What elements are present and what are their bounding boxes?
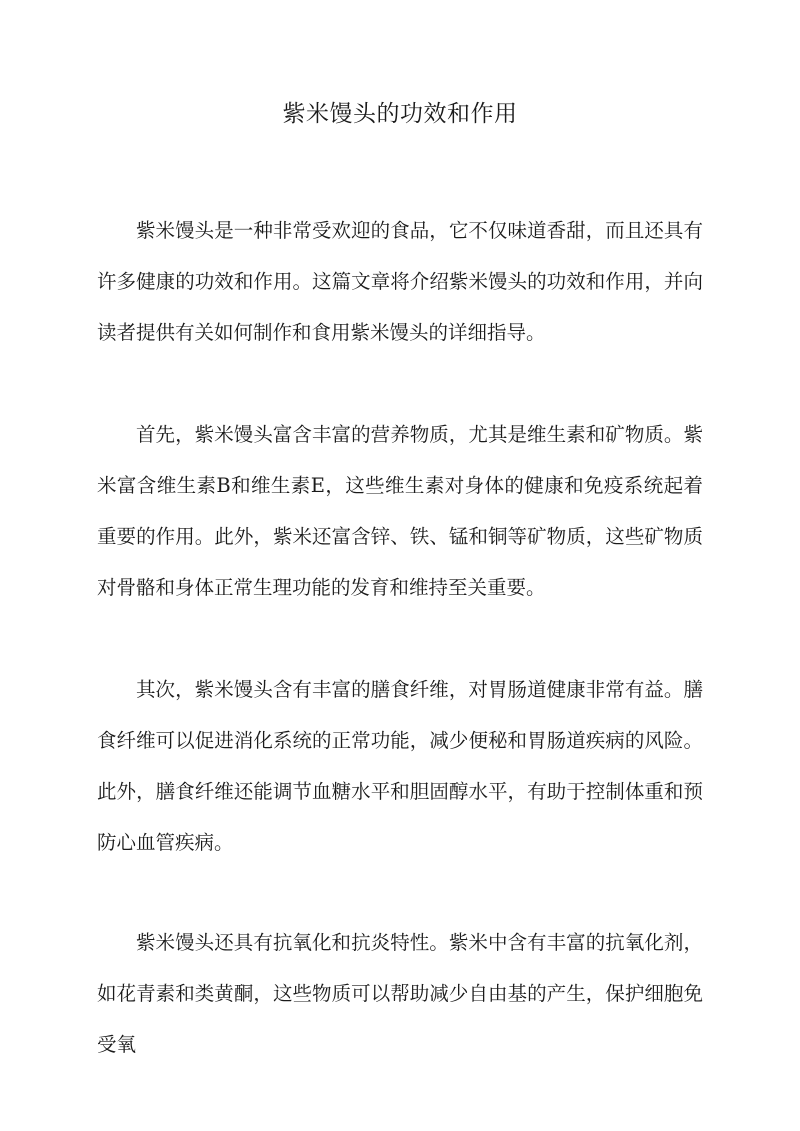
document-title: 紫米馒头的功效和作用	[282, 101, 518, 127]
paragraph-fiber: 其次，紫米馒头含有丰富的膳食纤维，对胃肠道健康非常有益。膳食纤维可以促进消化系统的正常功能，减少便秘和胃肠道疾病的风险。此外，膳食纤维还能调节血糖水平和胆固醇水平，有助于控制体重和预防心血管疾病。	[97, 678, 703, 854]
paragraph-nutrients: 首先，紫米馒头富含丰富的营养物质，尤其是维生素和矿物质。紫米富含维生素B和维生素E，这些维生素对身体的健康和免疫系统起着重要的作用。此外，紫米还富含锌、铁、锰和铜等矿物质，这些矿物质对骨骼和身体正常生理功能的发育和维持至关重要。	[97, 423, 703, 599]
paragraph-antioxidant: 紫米馒头还具有抗氧化和抗炎特性。紫米中含有丰富的抗氧化剂，如花青素和类黄酮，这些物质可以帮助减少自由基的产生，保护细胞免受氧	[97, 931, 703, 1056]
paragraph-intro: 紫米馒头是一种非常受欢迎的食品，它不仅味道香甜，而且还具有许多健康的功效和作用。这篇文章将介绍紫米馒头的功效和作用，并向读者提供有关如何制作和食用紫米馒头的详细指导。	[97, 219, 703, 344]
